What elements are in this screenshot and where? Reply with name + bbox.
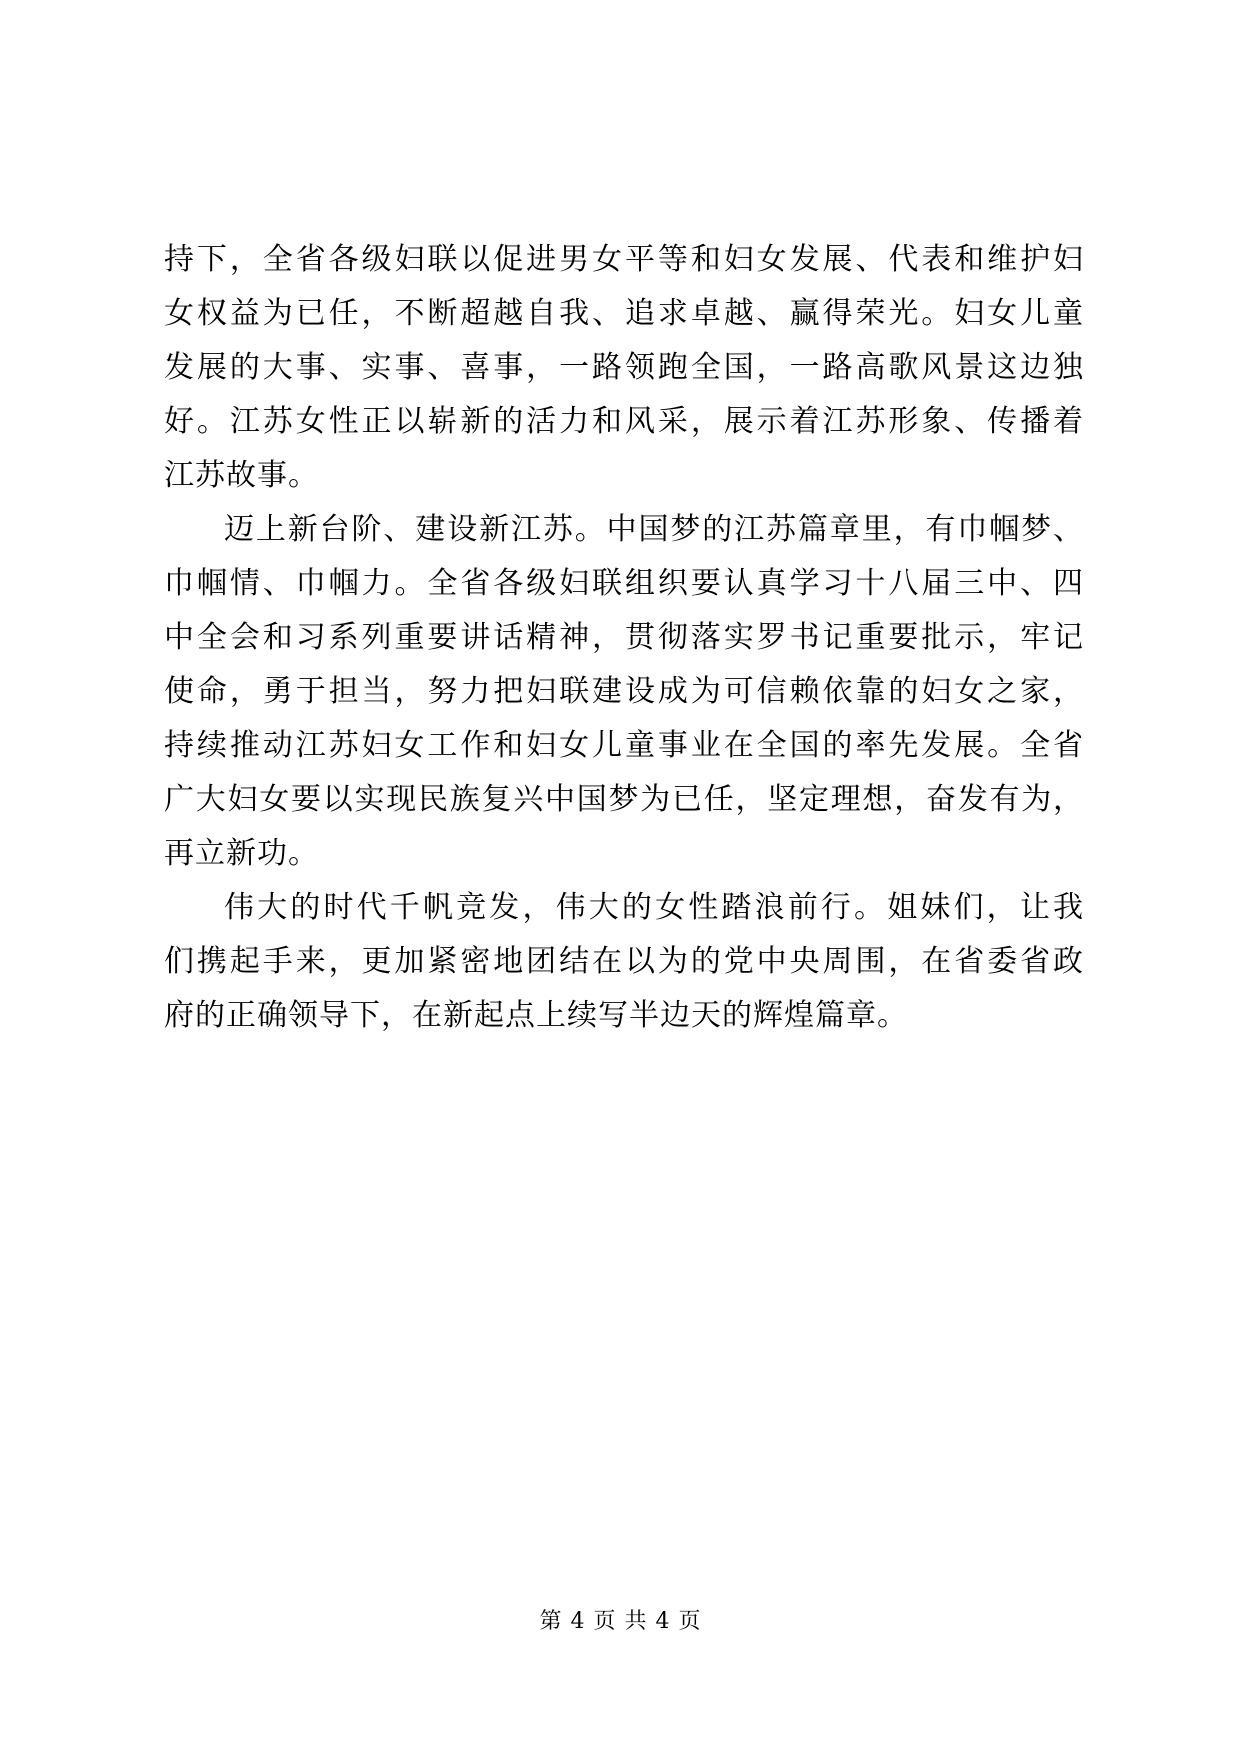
- paragraph-1-line-3: 发展的大事、实事、喜事，一路领跑全国，一路高歌风景这边独: [164, 350, 1084, 385]
- paragraph-2-line-3: 中全会和习系列重要讲话精神，贯彻落实罗书记重要批示，牢记: [164, 620, 1084, 655]
- body-text: [164, 233, 1084, 1043]
- paragraph-1-line-2: 女权益为已任，不断超越自我、追求卓越、赢得荣光。妇女儿童: [164, 296, 1084, 331]
- paragraph-1-line-5: 江苏故事。: [164, 458, 319, 493]
- paragraph-2-line-2: 巾帼情、巾帼力。全省各级妇联组织要认真学习十八届三中、四: [164, 566, 1084, 601]
- paragraph-1-line-1: 持下，全省各级妇联以促进男女平等和妇女发展、代表和维护妇: [164, 242, 1084, 277]
- paragraph-3-line-2: 们携起手来，更加紧密地团结在以为的党中央周围，在省委省政: [164, 944, 1084, 979]
- page-footer: 第 4 页 共 4 页: [539, 1609, 702, 1634]
- paragraph-3-line-3: 府的正确领导下，在新起点上续写半边天的辉煌篇章。: [164, 998, 908, 1033]
- paragraph-2-line-6: 广大妇女要以实现民族复兴中国梦为已任，坚定理想，奋发有为，: [164, 782, 1084, 817]
- paragraph-1-line-4: 好。江苏女性正以崭新的活力和风采，展示着江苏形象、传播着: [164, 404, 1084, 439]
- paragraph-2-line-4: 使命，勇于担当，努力把妇联建设成为可信赖依靠的妇女之家，: [164, 674, 1084, 709]
- paragraph-2-line-5: 持续推动江苏妇女工作和妇女儿童事业在全国的率先发展。全省: [164, 728, 1084, 763]
- paragraph-2-line-7: 再立新功。: [164, 836, 319, 871]
- paragraph-2-line-1: 迈上新台阶、建设新江苏。中国梦的江苏篇章里，有巾帼梦、: [224, 512, 1084, 547]
- paragraph-3-line-1: 伟大的时代千帆竞发，伟大的女性踏浪前行。姐妹们，让我: [224, 890, 1084, 925]
